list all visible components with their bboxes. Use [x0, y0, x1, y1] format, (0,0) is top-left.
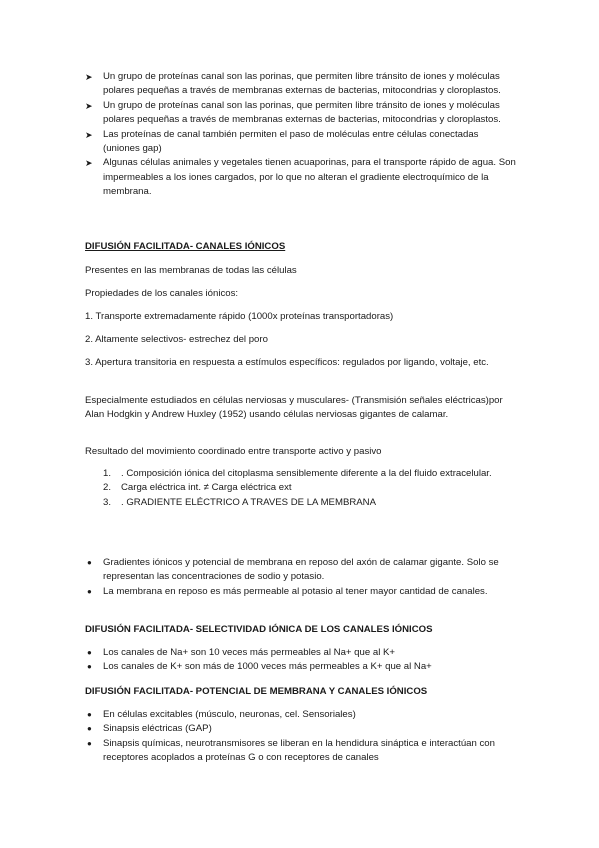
- paragraph: Resultado del movimiento coordinado entre transporte activo y pasivo: [85, 446, 382, 457]
- bullet-list: [85, 646, 515, 675]
- list-item-text: La membrana en reposo es más permeable al potasio al tener mayor cantidad de canales.: [103, 585, 488, 597]
- bullet-dot-icon: ●: [87, 710, 92, 719]
- list-number: 3.: [103, 496, 112, 508]
- list-item: [85, 99, 517, 128]
- bullet-list: [85, 708, 515, 766]
- list-item-text: Gradientes iónicos y potencial de membrana en reposo del axón de calamar gigante. Solo se representan las concentraciones de sodio y potasio.: [103, 557, 499, 583]
- list-item: [85, 660, 515, 674]
- arrow-bullet-icon: ➤: [85, 72, 93, 82]
- list-item-text: . GRADIENTE ELÉCTRICO A TRAVES DE LA MEMBRANA: [121, 496, 377, 508]
- list-item-text: Los canales de K+ son más de 1000 veces más permeables a K+ que al Na+: [103, 661, 432, 673]
- paragraph: 2. Altamente selectivos- estrechez del poro: [85, 334, 268, 345]
- bullet-dot-icon: ●: [87, 724, 92, 734]
- list-item-text: Los canales de Na+ son 10 veces más permeables al Na+ que al K+: [103, 647, 395, 658]
- list-item-text: Algunas células animales y vegetales tienen acuaporinas, para el transporte rápido de agua. Son impermeables a los iones cargados, por lo que no alteran el gradiente electroquímico de la membrana.: [103, 157, 516, 198]
- list-item-text: Sinapsis químicas, neurotransmisores se liberan en la hendidura sináptica e interactúan con receptores acoplados a proteínas G o con receptores de canales: [103, 737, 495, 764]
- arrow-bullet-icon: ➤: [85, 158, 93, 169]
- numbered-list: [103, 467, 513, 510]
- section-heading-selectividad: DIFUSIÓN FACILITADA- SELECTIVIDAD IÓNICA DE LOS CANALES IÓNICOS: [85, 624, 433, 635]
- bullet-dot-icon: ●: [87, 662, 92, 672]
- paragraph: Propiedades de los canales iónicos:: [85, 288, 239, 299]
- list-item: [85, 737, 515, 766]
- list-item-text: Un grupo de proteínas canal son las porinas, que permiten libre tránsito de iones y moléculas polares pequeñas a través de membranas externas de bacterias, mitocondrias y cloroplastos.: [103, 71, 501, 97]
- paragraph: Presentes en las membranas de todas las células: [85, 265, 297, 276]
- section-heading-canales-ionicos: DIFUSIÓN FACILITADA- CANALES IÓNICOS: [85, 241, 286, 252]
- list-number: 2.: [103, 482, 112, 494]
- list-item-text: Las proteínas de canal también permiten el paso de moléculas entre células conectadas (uniones gap): [103, 128, 479, 155]
- list-item: [85, 156, 517, 199]
- list-item-text: Sinapsis eléctricas (GAP): [103, 723, 212, 735]
- list-item: [103, 467, 513, 481]
- list-item: [103, 481, 513, 495]
- bullet-dot-icon: ●: [87, 648, 92, 657]
- list-item: [103, 496, 513, 510]
- paragraph: 1. Transporte extremadamente rápido (1000x proteínas transportadoras): [85, 311, 394, 322]
- list-item: [85, 585, 515, 599]
- list-item: [85, 556, 515, 585]
- arrow-bullet-icon: ➤: [85, 129, 93, 140]
- bullet-list: [85, 556, 515, 599]
- list-item: [85, 646, 515, 660]
- list-item-text: En células excitables (músculo, neuronas, cel. Sensoriales): [103, 709, 356, 720]
- list-number: 1.: [103, 468, 112, 479]
- list-item: [85, 128, 517, 157]
- bullet-dot-icon: ●: [87, 738, 92, 748]
- list-item: [85, 70, 517, 99]
- arrow-bullet-icon: ➤: [85, 100, 93, 111]
- list-item-text: Carga eléctrica int. ≠ Carga eléctrica ext: [121, 482, 292, 494]
- intro-arrow-list: [85, 70, 517, 200]
- list-item-text: Un grupo de proteínas canal son las porinas, que permiten libre tránsito de iones y moléculas polares pequeñas a través de membranas externas de bacterias, mitocondrias y cloroplastos.: [103, 99, 501, 126]
- list-item: [85, 722, 515, 736]
- bullet-dot-icon: ●: [87, 558, 92, 567]
- list-item-text: . Composición iónica del citoplasma sensiblemente diferente a la del fluido extracelular.: [121, 468, 492, 479]
- bullet-dot-icon: ●: [87, 586, 92, 596]
- paragraph: Especialmente estudiados en células nerviosas y musculares- (Transmisión señales eléctricas)por Alan Hodgkin y Andrew Huxley (1952) usando células nerviosas gigantes de calamar.: [85, 395, 503, 421]
- section-heading-potencial-membrana: DIFUSIÓN FACILITADA- POTENCIAL DE MEMBRANA Y CANALES IÓNICOS: [85, 686, 428, 697]
- list-item: [85, 708, 515, 722]
- paragraph: 3. Apertura transitoria en respuesta a estímulos específicos: regulados por ligando, voltaje, etc.: [85, 357, 489, 368]
